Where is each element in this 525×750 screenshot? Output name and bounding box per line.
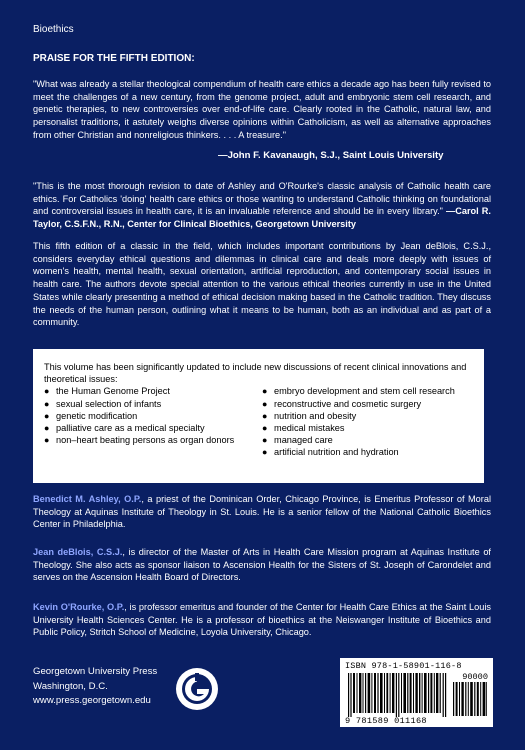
author-name: Benedict M. Ashley, O.P.: [33, 494, 142, 504]
bullet-icon: ●: [262, 423, 268, 434]
list-item: ● genetic modification: [44, 410, 138, 421]
quote-text: "What was already a stellar theological compendium of health care ethics a decade ago has been fully revised to meet the challenges of a new century, from the genome project, adult and embryonic stem cell research, and genetic therapies, to new controversies over end-of-life care. Clearly rooted in the Catholic, natural law, and personalist traditions, it astutely weighs diverse opinions within Catholicism, as well as alternative approaches from other Christian and nonreligious thinkers. . . . A treasure.": [33, 79, 491, 140]
updates-column-right: [262, 385, 472, 458]
bullet-icon: ●: [44, 410, 50, 421]
bullet-icon: ●: [44, 435, 50, 446]
quote-text: "This is the most thorough revision to date of Ashley and O'Rourke's classic analysis of Catholic health care ethics. For Catholics 'doing' health care ethics or those wanting to understand Catholic thinking on foundational and controversial issues in health care, it is an invaluable reference and should be in every library.": [33, 181, 491, 217]
bullet-icon: ●: [262, 435, 268, 446]
updates-box: [33, 349, 484, 483]
bullet-icon: ●: [262, 386, 268, 397]
list-item: ● managed care: [262, 435, 333, 446]
list-item: ● artificial nutrition and hydration: [262, 447, 399, 458]
barcode-digits: 9 781589 011168: [345, 716, 427, 726]
author-bio-ashley: [33, 493, 491, 531]
quote-attribution: —John F. Kavanaugh, S.J., Saint Louis University: [218, 150, 444, 161]
author-bio-text: , a priest of the Dominican Order, Chicago Province, is Emeritus Professor of Moral Theology at Aquinas Institute of Theology in St. Louis. He is a senior fellow of the National Catholic Bioethics Center in Philadelphia.: [33, 494, 491, 530]
list-item: ● sexual selection of infants: [44, 398, 162, 409]
bullet-icon: ●: [262, 447, 268, 458]
isbn-label: ISBN 978-1-58901-116-8: [345, 661, 462, 671]
bullet-icon: ●: [44, 386, 50, 397]
publisher-city: Washington, D.C.: [33, 680, 108, 692]
author-bio-orourke: [33, 601, 491, 639]
author-bio-text: , is professor emeritus and founder of the Center for Health Care Ethics at the Saint Louis University Health Sciences Center. He is a professor of bioethics at the Neiswanger Institute of Bioethics and Public Policy, Stritch School of Medicine, Loyola University, Chicago.: [33, 602, 491, 638]
bullet-icon: ●: [44, 398, 50, 409]
author-name: Jean deBlois, C.S.J.: [33, 547, 123, 557]
bullet-icon: ●: [44, 423, 50, 434]
list-item: ● palliative care as a medical specialty: [44, 423, 205, 434]
price-code: 90000: [462, 672, 488, 682]
praise-heading: PRAISE FOR THE FIFTH EDITION:: [33, 53, 195, 64]
publisher-url: www.press.georgetown.edu: [33, 695, 151, 706]
list-item: ● medical mistakes: [262, 423, 345, 434]
author-bio-deblois: [33, 546, 491, 584]
quote-taylor: [33, 180, 491, 231]
barcode-bars: [348, 673, 448, 717]
updates-list: [44, 385, 472, 458]
updates-column-left: [44, 385, 252, 458]
bullet-icon: ●: [262, 410, 268, 421]
author-bio-text: , is director of the Master of Arts in Health Care Mission program at Aquinas Institute of Theology. She also acts as sponsor liaison to Ascension Health for the Sisters of St. Joseph of Carondelet and serves on the Ascension Health Board of Directors.: [33, 547, 491, 583]
list-item: ● reconstructive and cosmetic surgery: [262, 398, 422, 409]
author-name: Kevin O'Rourke, O.P.: [33, 602, 125, 612]
book-description: This fifth edition of a classic in the field, which includes important contributions by Jean deBlois, C.S.J., considers everyday ethical questions and dilemmas in clinical care and deals more deeply with issues of women's health, mental health, sexual orientation, artificial reproduction, and contemporary social issues in health care. The authors devote special attention to the various ethical theories currently in use in the United States while clearly presenting a method of ethical decision making based in the Catholic tradition. They discuss the needs of the human person, outlining what it means to be human, both as an individual and as part of a community.: [33, 241, 491, 328]
publisher-info: [33, 665, 157, 709]
updates-intro: This volume has been significantly updated to include new discussions of recent clinical innovations and theoretical issues:: [44, 362, 467, 385]
list-item: ● the Human Genome Project: [44, 386, 170, 397]
publisher-name: Georgetown University Press: [33, 666, 158, 677]
barcode: [340, 658, 493, 727]
price-barcode-bars: [453, 682, 487, 716]
updates-box-content: [37, 353, 480, 479]
quote-kavanaugh: [33, 78, 491, 142]
georgetown-press-logo-icon: [175, 667, 219, 711]
quote-attribution: —Carol R. Taylor, C.S.F.N., R.N., Center for Clinical Bioethics, Georgetown University: [33, 206, 491, 230]
list-item: ● embryo development and stem cell research: [262, 386, 455, 397]
list-item: ● nutrition and obesity: [262, 410, 357, 421]
list-item: ● non–heart beating persons as organ donors: [44, 435, 235, 446]
bullet-icon: ●: [262, 398, 268, 409]
category-label: Bioethics: [33, 24, 74, 35]
